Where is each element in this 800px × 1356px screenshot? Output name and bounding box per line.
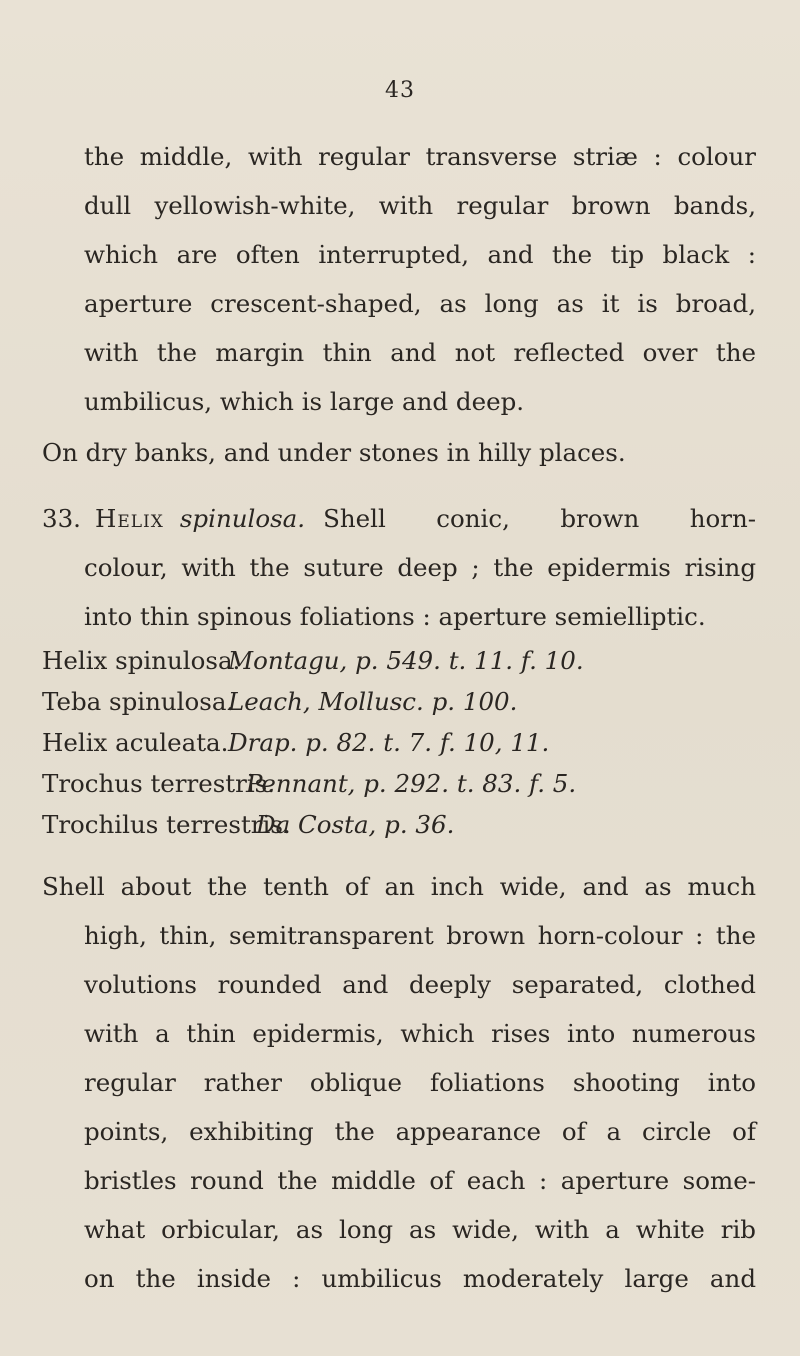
page-number: 43 bbox=[385, 78, 415, 103]
text-line: points, exhibiting the appearance of a circle of bbox=[84, 1117, 756, 1146]
species-entry bbox=[42, 494, 756, 641]
continuation-paragraph bbox=[84, 132, 756, 426]
text-line: regular rather oblique foliations shooting into bbox=[84, 1068, 756, 1097]
synonym-reference: Drap. p. 82. t. 7. f. 10, 11. bbox=[228, 728, 550, 757]
text-line: with a thin epidermis, which rises into numerous bbox=[84, 1019, 756, 1048]
text-line: volutions rounded and deeply separated, clothed bbox=[84, 970, 756, 999]
synonym-reference: Leach, Mollusc. p. 100. bbox=[228, 687, 518, 716]
habitat-text: On dry banks, and under stones in hilly places. bbox=[42, 438, 626, 467]
synonym-reference: Pennant, p. 292. t. 83. f. 5. bbox=[246, 769, 577, 798]
entry-description-start: Shell conic, brown horn- bbox=[323, 504, 756, 533]
synonym-name: Teba spinulosa. bbox=[42, 687, 235, 716]
text-line: what orbicular, as long as wide, with a white rib bbox=[84, 1215, 756, 1244]
synonym-item bbox=[42, 804, 762, 845]
synonym-list bbox=[42, 640, 762, 845]
habitat-paragraph bbox=[42, 428, 762, 477]
text-line: high, thin, semitransparent brown horn-colour : the bbox=[84, 921, 756, 950]
synonym-reference: Montagu, p. 549. t. 11. f. 10. bbox=[228, 646, 584, 675]
synonym-item bbox=[42, 722, 762, 763]
text-line: which are often interrupted, and the tip black : bbox=[84, 240, 756, 269]
text-line: into thin spinous foliations : aperture semielliptic. bbox=[84, 602, 706, 631]
text-line: colour, with the suture deep ; the epidermis rising bbox=[84, 553, 756, 582]
text-line: dull yellowish-white, with regular brown bands, bbox=[84, 191, 756, 220]
entry-heading-line bbox=[42, 494, 756, 543]
text-line: aperture crescent-shaped, as long as it is broad, bbox=[84, 289, 756, 318]
synonym-item bbox=[42, 763, 762, 804]
text-line: Shell about the tenth of an inch wide, and as much bbox=[42, 872, 756, 901]
text-line: umbilicus, which is large and deep. bbox=[84, 387, 525, 416]
text-line: bristles round the middle of each : aperture some- bbox=[84, 1166, 756, 1195]
synonym-name: Helix spinulosa. bbox=[42, 646, 241, 675]
synonym-reference: Da Costa, p. 36. bbox=[256, 810, 455, 839]
synonym-name: Trochus terrestris. bbox=[42, 769, 276, 798]
text-line: with the margin thin and not reflected over the bbox=[84, 338, 756, 367]
entry-species: spinulosa. bbox=[179, 504, 306, 533]
entry-genus: Helix bbox=[94, 504, 164, 533]
text-line: the middle, with regular transverse striæ : colour bbox=[84, 142, 756, 171]
entry-number: 33. bbox=[42, 504, 81, 533]
text-line: on the inside : umbilicus moderately large and bbox=[84, 1264, 756, 1293]
description-paragraph bbox=[42, 862, 756, 1303]
synonym-item bbox=[42, 681, 762, 722]
synonym-name: Trochilus terrestris. bbox=[42, 810, 291, 839]
synonym-name: Helix aculeata. bbox=[42, 728, 229, 757]
synonym-item bbox=[42, 640, 762, 681]
